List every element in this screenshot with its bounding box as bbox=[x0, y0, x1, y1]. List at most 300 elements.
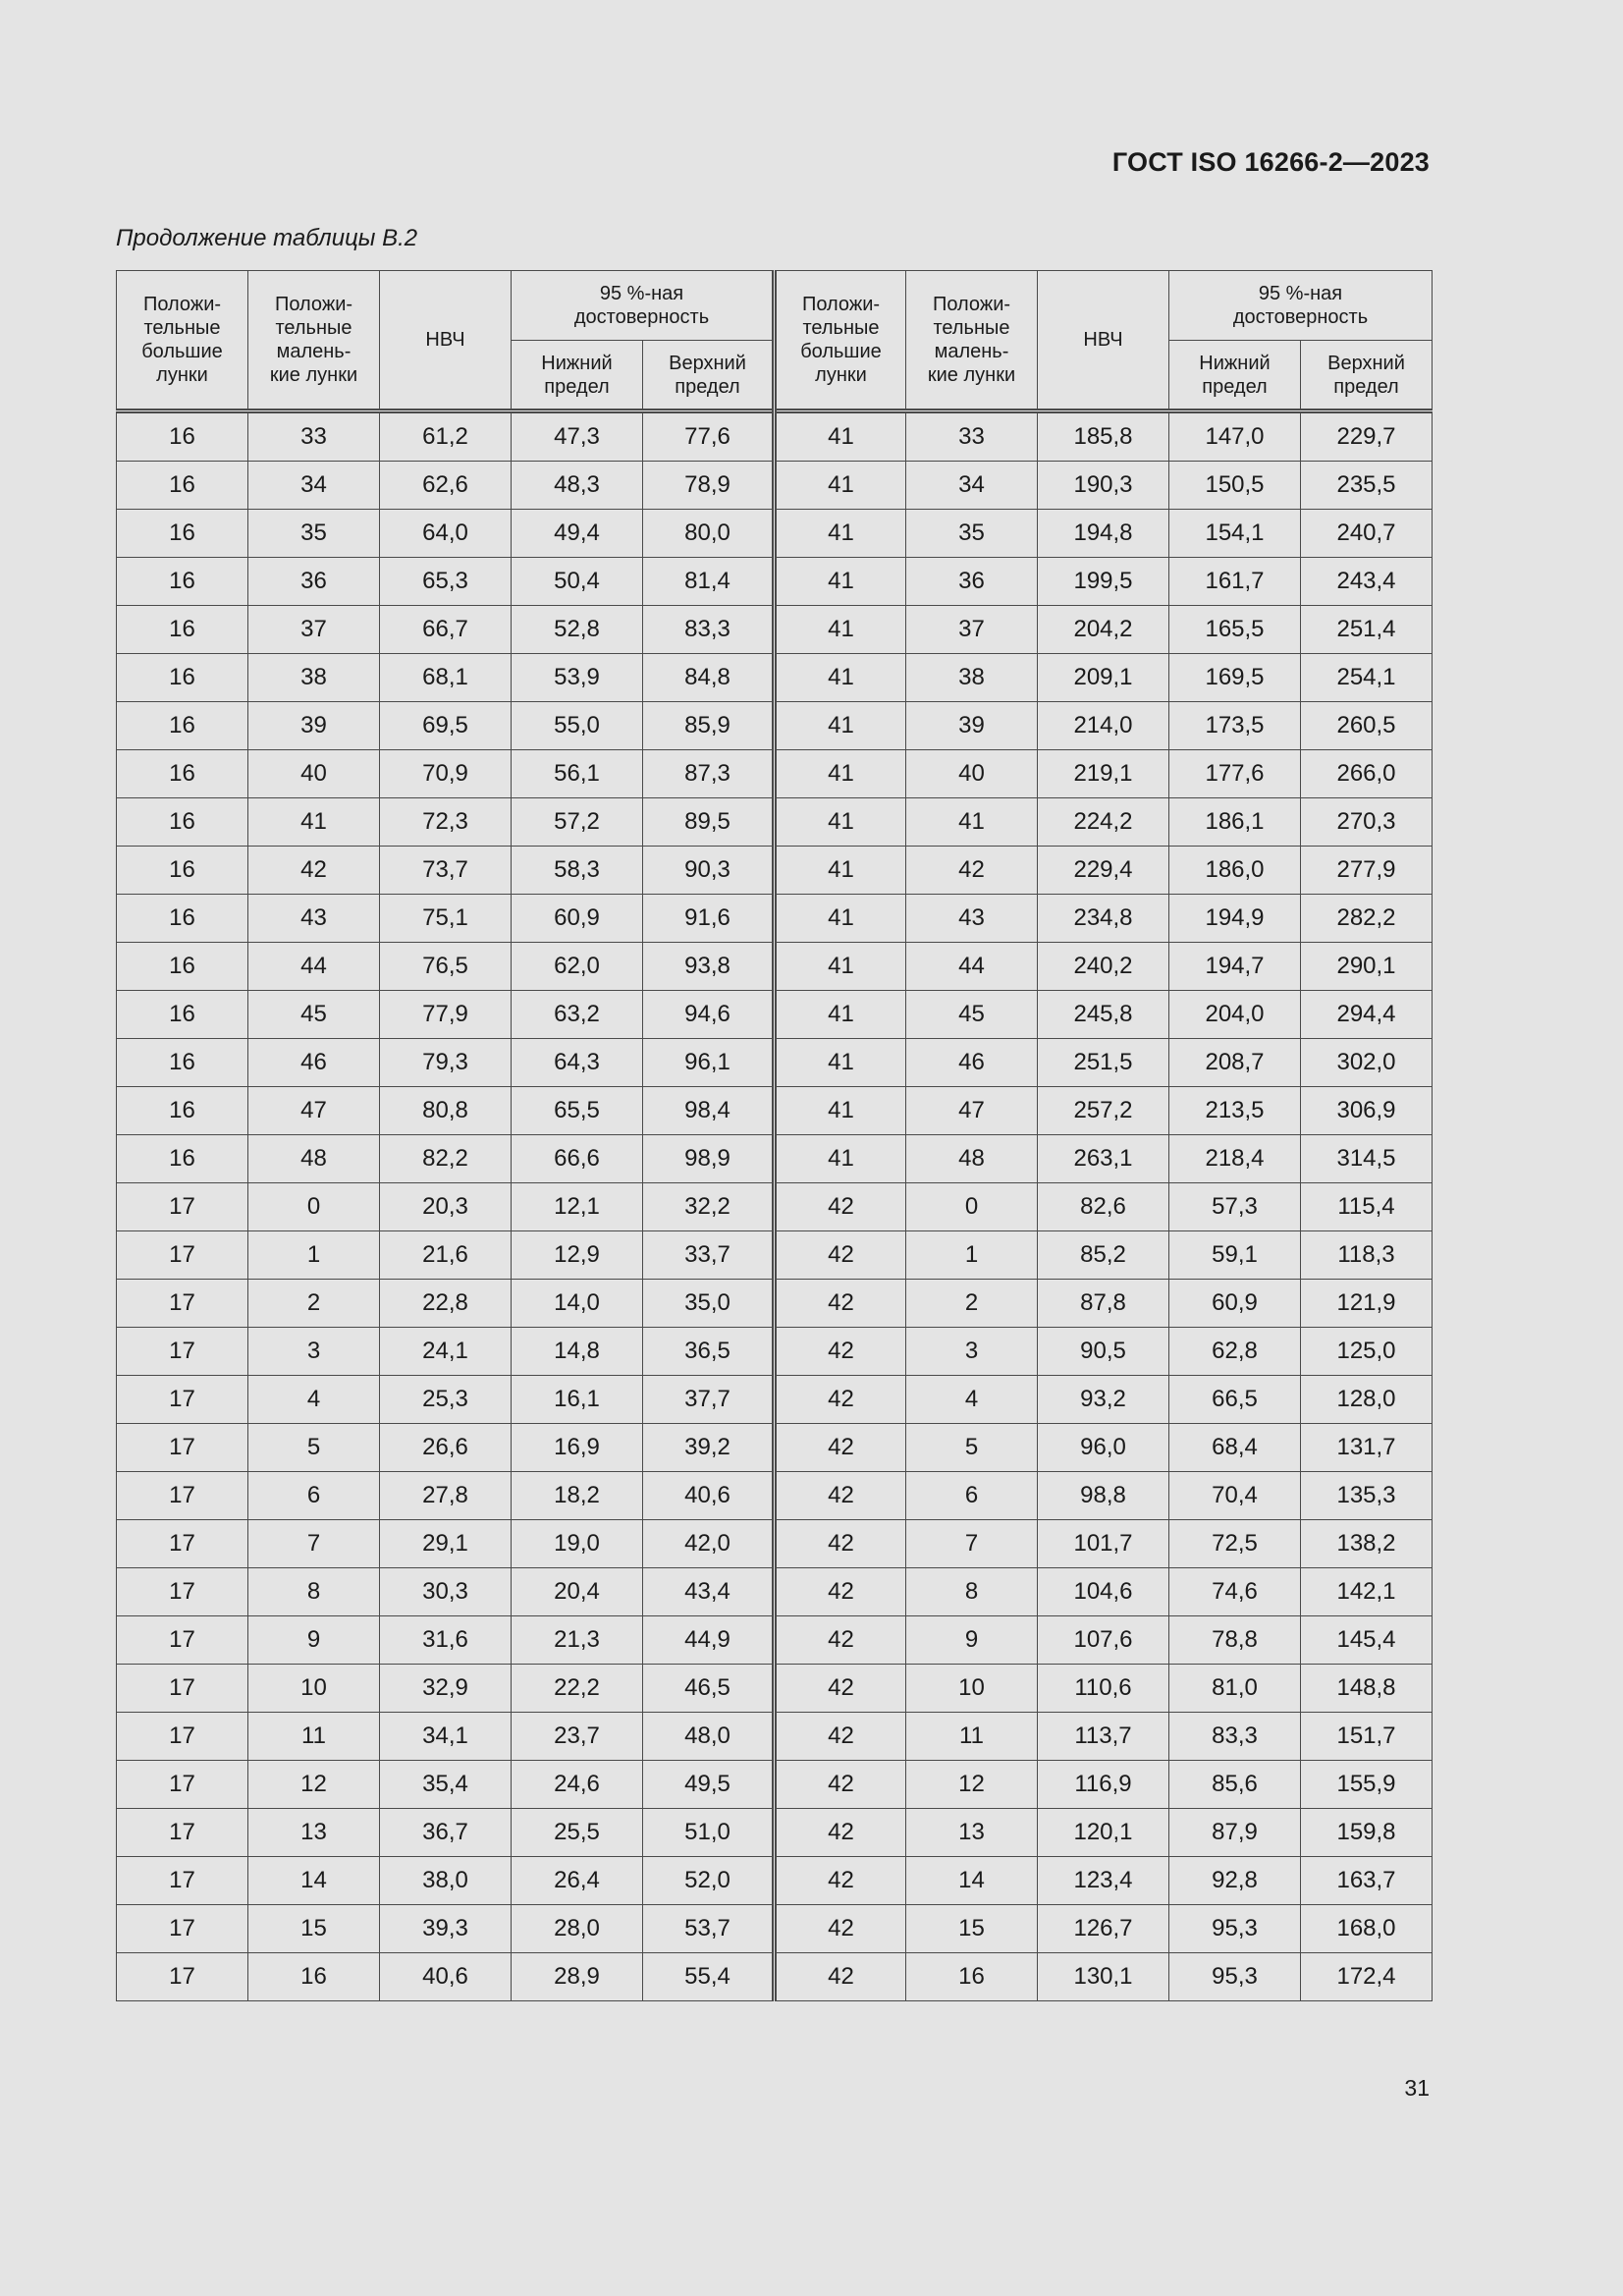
table-cell: 33,7 bbox=[643, 1231, 775, 1280]
table-cell: 81,4 bbox=[643, 558, 775, 606]
table-cell: 154,1 bbox=[1169, 510, 1301, 558]
table-cell: 16 bbox=[117, 1039, 248, 1087]
table-cell: 62,8 bbox=[1169, 1328, 1301, 1376]
table-cell: 16 bbox=[117, 411, 248, 462]
table-row bbox=[117, 798, 1433, 847]
col-header-positive-large: Положи- тельные большие лунки bbox=[141, 294, 223, 386]
table-cell: 15 bbox=[248, 1905, 380, 1953]
table-cell: 42 bbox=[775, 1809, 906, 1857]
table-cell: 8 bbox=[906, 1568, 1038, 1616]
table-cell: 14,8 bbox=[512, 1328, 643, 1376]
table-cell: 37 bbox=[906, 606, 1038, 654]
table-cell: 204,0 bbox=[1169, 991, 1301, 1039]
table-cell: 72,3 bbox=[380, 798, 512, 847]
table-cell: 240,2 bbox=[1038, 943, 1169, 991]
table-cell: 78,8 bbox=[1169, 1616, 1301, 1665]
table-cell: 123,4 bbox=[1038, 1857, 1169, 1905]
table-cell: 41 bbox=[775, 895, 906, 943]
table-cell: 17 bbox=[117, 1905, 248, 1953]
table-cell: 16 bbox=[117, 750, 248, 798]
table-cell: 13 bbox=[248, 1809, 380, 1857]
table-cell: 28,0 bbox=[512, 1905, 643, 1953]
table-row bbox=[117, 1039, 1433, 1087]
table-cell: 72,5 bbox=[1169, 1520, 1301, 1568]
table-cell: 40,6 bbox=[380, 1953, 512, 2001]
table-cell: 16 bbox=[117, 1087, 248, 1135]
table-cell: 41 bbox=[906, 798, 1038, 847]
table-cell: 16 bbox=[117, 702, 248, 750]
col-header-positive-large: Положи- тельные большие лунки bbox=[800, 294, 882, 386]
table-cell: 121,9 bbox=[1301, 1280, 1433, 1328]
table-cell: 64,3 bbox=[512, 1039, 643, 1087]
table-cell: 3 bbox=[906, 1328, 1038, 1376]
table-cell: 95,3 bbox=[1169, 1905, 1301, 1953]
table-row bbox=[117, 411, 1433, 462]
table-cell: 77,6 bbox=[643, 411, 775, 462]
table-row bbox=[117, 847, 1433, 895]
table-cell: 42 bbox=[775, 1761, 906, 1809]
table-cell: 16 bbox=[117, 606, 248, 654]
table-cell: 155,9 bbox=[1301, 1761, 1433, 1809]
table-cell: 41 bbox=[775, 606, 906, 654]
table-cell: 87,3 bbox=[643, 750, 775, 798]
table-row bbox=[117, 750, 1433, 798]
table-cell: 93,2 bbox=[1038, 1376, 1169, 1424]
table-cell: 38 bbox=[906, 654, 1038, 702]
table-cell: 39,2 bbox=[643, 1424, 775, 1472]
table-cell: 42 bbox=[775, 1568, 906, 1616]
col-header-lower: Нижний предел bbox=[1199, 352, 1271, 398]
table-cell: 57,2 bbox=[512, 798, 643, 847]
table-cell: 98,9 bbox=[643, 1135, 775, 1183]
table-cell: 40,6 bbox=[643, 1472, 775, 1520]
table-cell: 18,2 bbox=[512, 1472, 643, 1520]
table-cell: 53,9 bbox=[512, 654, 643, 702]
table-caption: Продолжение таблицы В.2 bbox=[116, 225, 418, 251]
table-cell: 48 bbox=[906, 1135, 1038, 1183]
table-cell: 213,5 bbox=[1169, 1087, 1301, 1135]
table-cell: 98,4 bbox=[643, 1087, 775, 1135]
table-cell: 17 bbox=[117, 1713, 248, 1761]
table-row bbox=[117, 654, 1433, 702]
table-cell: 20,4 bbox=[512, 1568, 643, 1616]
table-cell: 151,7 bbox=[1301, 1713, 1433, 1761]
table-cell: 42 bbox=[775, 1183, 906, 1231]
table-row bbox=[117, 1472, 1433, 1520]
table-row bbox=[117, 1135, 1433, 1183]
table-cell: 68,1 bbox=[380, 654, 512, 702]
table-cell: 17 bbox=[117, 1616, 248, 1665]
table-cell: 42 bbox=[775, 1280, 906, 1328]
table-row bbox=[117, 1520, 1433, 1568]
table-cell: 13 bbox=[906, 1809, 1038, 1857]
table-cell: 5 bbox=[906, 1424, 1038, 1472]
table-cell: 22,2 bbox=[512, 1665, 643, 1713]
table-cell: 16 bbox=[117, 558, 248, 606]
table-cell: 16 bbox=[117, 943, 248, 991]
table-cell: 302,0 bbox=[1301, 1039, 1433, 1087]
col-header-confidence: 95 %-ная достоверность bbox=[1232, 283, 1369, 328]
document-code: ГОСТ ISO 16266-2—2023 bbox=[1111, 147, 1430, 177]
table-cell: 12 bbox=[906, 1761, 1038, 1809]
table-cell: 41 bbox=[775, 750, 906, 798]
table-row bbox=[117, 1857, 1433, 1905]
table-cell: 17 bbox=[117, 1328, 248, 1376]
table-cell: 75,1 bbox=[380, 895, 512, 943]
col-header-upper: Верхний предел bbox=[1327, 352, 1405, 398]
table-cell: 16 bbox=[117, 1135, 248, 1183]
table-cell: 4 bbox=[906, 1376, 1038, 1424]
table-cell: 110,6 bbox=[1038, 1665, 1169, 1713]
table-cell: 161,7 bbox=[1169, 558, 1301, 606]
table-cell: 34,1 bbox=[380, 1713, 512, 1761]
table-cell: 11 bbox=[248, 1713, 380, 1761]
table-cell: 14 bbox=[906, 1857, 1038, 1905]
table-row bbox=[117, 1424, 1433, 1472]
table-cell: 254,1 bbox=[1301, 654, 1433, 702]
table-cell: 52,0 bbox=[643, 1857, 775, 1905]
table-cell: 27,8 bbox=[380, 1472, 512, 1520]
table-cell: 84,8 bbox=[643, 654, 775, 702]
table-cell: 45 bbox=[906, 991, 1038, 1039]
table-cell: 138,2 bbox=[1301, 1520, 1433, 1568]
table-cell: 314,5 bbox=[1301, 1135, 1433, 1183]
table-cell: 62,6 bbox=[380, 462, 512, 510]
col-header-mpn: НВЧ bbox=[1083, 329, 1123, 351]
col-header-positive-small: Положи- тельные малень- кие лунки bbox=[269, 294, 358, 386]
table-cell: 32,9 bbox=[380, 1665, 512, 1713]
table-cell: 85,6 bbox=[1169, 1761, 1301, 1809]
table-cell: 37,7 bbox=[643, 1376, 775, 1424]
table-cell: 306,9 bbox=[1301, 1087, 1433, 1135]
table-cell: 16 bbox=[117, 510, 248, 558]
table-cell: 186,1 bbox=[1169, 798, 1301, 847]
table-cell: 47 bbox=[906, 1087, 1038, 1135]
table-cell: 46 bbox=[906, 1039, 1038, 1087]
table-cell: 145,4 bbox=[1301, 1616, 1433, 1665]
table-cell: 34 bbox=[248, 462, 380, 510]
table-cell: 47 bbox=[248, 1087, 380, 1135]
table-cell: 39 bbox=[248, 702, 380, 750]
table-cell: 69,5 bbox=[380, 702, 512, 750]
table-cell: 42 bbox=[775, 1231, 906, 1280]
table-cell: 218,4 bbox=[1169, 1135, 1301, 1183]
table-cell: 41 bbox=[775, 1087, 906, 1135]
table-cell: 48,3 bbox=[512, 462, 643, 510]
table-cell: 65,3 bbox=[380, 558, 512, 606]
table-cell: 31,6 bbox=[380, 1616, 512, 1665]
table-cell: 89,5 bbox=[643, 798, 775, 847]
table-row bbox=[117, 462, 1433, 510]
table-cell: 55,0 bbox=[512, 702, 643, 750]
table-cell: 39 bbox=[906, 702, 1038, 750]
table-cell: 0 bbox=[248, 1183, 380, 1231]
table-row bbox=[117, 1616, 1433, 1665]
table-cell: 16 bbox=[117, 991, 248, 1039]
table-cell: 42 bbox=[775, 1520, 906, 1568]
table-cell: 63,2 bbox=[512, 991, 643, 1039]
table-cell: 42 bbox=[906, 847, 1038, 895]
table-cell: 41 bbox=[775, 654, 906, 702]
table-cell: 52,8 bbox=[512, 606, 643, 654]
table-cell: 66,6 bbox=[512, 1135, 643, 1183]
table-row bbox=[117, 1761, 1433, 1809]
table-cell: 38,0 bbox=[380, 1857, 512, 1905]
table-cell: 6 bbox=[248, 1472, 380, 1520]
table-cell: 58,3 bbox=[512, 847, 643, 895]
table-cell: 87,8 bbox=[1038, 1280, 1169, 1328]
table-cell: 185,8 bbox=[1038, 411, 1169, 462]
table-cell: 42 bbox=[775, 1472, 906, 1520]
table-body bbox=[117, 411, 1433, 2001]
table-cell: 214,0 bbox=[1038, 702, 1169, 750]
table-cell: 9 bbox=[248, 1616, 380, 1665]
table-cell: 17 bbox=[117, 1857, 248, 1905]
table-cell: 16 bbox=[117, 654, 248, 702]
table-cell: 16 bbox=[117, 462, 248, 510]
table-cell: 47,3 bbox=[512, 411, 643, 462]
table-cell: 243,4 bbox=[1301, 558, 1433, 606]
table-cell: 60,9 bbox=[1169, 1280, 1301, 1328]
table-cell: 186,0 bbox=[1169, 847, 1301, 895]
table-cell: 107,6 bbox=[1038, 1616, 1169, 1665]
table-cell: 163,7 bbox=[1301, 1857, 1433, 1905]
table-cell: 41 bbox=[775, 847, 906, 895]
table-cell: 41 bbox=[775, 943, 906, 991]
table-cell: 169,5 bbox=[1169, 654, 1301, 702]
table-cell: 29,1 bbox=[380, 1520, 512, 1568]
table-cell: 70,9 bbox=[380, 750, 512, 798]
col-header-mpn: НВЧ bbox=[425, 329, 465, 351]
table-cell: 42 bbox=[775, 1905, 906, 1953]
table-cell: 270,3 bbox=[1301, 798, 1433, 847]
table-cell: 25,3 bbox=[380, 1376, 512, 1424]
table-cell: 80,8 bbox=[380, 1087, 512, 1135]
mpn-table bbox=[116, 270, 1433, 2001]
table-row bbox=[117, 1280, 1433, 1328]
table-cell: 177,6 bbox=[1169, 750, 1301, 798]
table-cell: 33 bbox=[906, 411, 1038, 462]
table-cell: 12 bbox=[248, 1761, 380, 1809]
table-cell: 22,8 bbox=[380, 1280, 512, 1328]
table-cell: 64,0 bbox=[380, 510, 512, 558]
table-cell: 51,0 bbox=[643, 1809, 775, 1857]
table-cell: 17 bbox=[117, 1424, 248, 1472]
table-cell: 59,1 bbox=[1169, 1231, 1301, 1280]
table-cell: 10 bbox=[248, 1665, 380, 1713]
table-cell: 16 bbox=[117, 895, 248, 943]
table-cell: 125,0 bbox=[1301, 1328, 1433, 1376]
col-header-confidence: 95 %-ная достоверность bbox=[573, 283, 710, 328]
table-cell: 26,4 bbox=[512, 1857, 643, 1905]
table-cell: 20,3 bbox=[380, 1183, 512, 1231]
table-cell: 1 bbox=[248, 1231, 380, 1280]
table-cell: 46,5 bbox=[643, 1665, 775, 1713]
table-cell: 96,1 bbox=[643, 1039, 775, 1087]
table-cell: 235,5 bbox=[1301, 462, 1433, 510]
table-cell: 83,3 bbox=[643, 606, 775, 654]
table-cell: 85,9 bbox=[643, 702, 775, 750]
table-row bbox=[117, 510, 1433, 558]
table-cell: 277,9 bbox=[1301, 847, 1433, 895]
table-cell: 45 bbox=[248, 991, 380, 1039]
table-cell: 17 bbox=[117, 1520, 248, 1568]
table-cell: 12,9 bbox=[512, 1231, 643, 1280]
table-cell: 135,3 bbox=[1301, 1472, 1433, 1520]
table-cell: 21,3 bbox=[512, 1616, 643, 1665]
table-cell: 194,9 bbox=[1169, 895, 1301, 943]
table-cell: 148,8 bbox=[1301, 1665, 1433, 1713]
table-cell: 173,5 bbox=[1169, 702, 1301, 750]
table-cell: 42 bbox=[775, 1665, 906, 1713]
table-cell: 208,7 bbox=[1169, 1039, 1301, 1087]
table-row bbox=[117, 1953, 1433, 2001]
table-cell: 17 bbox=[117, 1568, 248, 1616]
table-cell: 81,0 bbox=[1169, 1665, 1301, 1713]
table-cell: 41 bbox=[775, 991, 906, 1039]
table-cell: 35 bbox=[248, 510, 380, 558]
table-cell: 85,2 bbox=[1038, 1231, 1169, 1280]
table-cell: 41 bbox=[775, 462, 906, 510]
table-cell: 17 bbox=[117, 1472, 248, 1520]
table-cell: 79,3 bbox=[380, 1039, 512, 1087]
table-cell: 48,0 bbox=[643, 1713, 775, 1761]
table-cell: 131,7 bbox=[1301, 1424, 1433, 1472]
table-cell: 229,7 bbox=[1301, 411, 1433, 462]
table-cell: 36 bbox=[906, 558, 1038, 606]
table-cell: 60,9 bbox=[512, 895, 643, 943]
table-cell: 159,8 bbox=[1301, 1809, 1433, 1857]
table-cell: 251,4 bbox=[1301, 606, 1433, 654]
table-row bbox=[117, 1713, 1433, 1761]
table-cell: 17 bbox=[117, 1231, 248, 1280]
table-cell: 42 bbox=[775, 1424, 906, 1472]
table-cell: 16 bbox=[248, 1953, 380, 2001]
col-header-lower: Нижний предел bbox=[541, 352, 613, 398]
table-cell: 36 bbox=[248, 558, 380, 606]
table-cell: 2 bbox=[906, 1280, 1038, 1328]
table-row bbox=[117, 1328, 1433, 1376]
table-cell: 24,6 bbox=[512, 1761, 643, 1809]
table-row bbox=[117, 1376, 1433, 1424]
table-cell: 34 bbox=[906, 462, 1038, 510]
col-header-positive-small: Положи- тельные малень- кие лунки bbox=[927, 294, 1016, 386]
table-cell: 42 bbox=[775, 1713, 906, 1761]
table-cell: 43,4 bbox=[643, 1568, 775, 1616]
table-cell: 55,4 bbox=[643, 1953, 775, 2001]
table-cell: 16 bbox=[906, 1953, 1038, 2001]
table-cell: 165,5 bbox=[1169, 606, 1301, 654]
table-cell: 4 bbox=[248, 1376, 380, 1424]
table-cell: 44,9 bbox=[643, 1616, 775, 1665]
table-cell: 5 bbox=[248, 1424, 380, 1472]
table-cell: 17 bbox=[117, 1761, 248, 1809]
table-cell: 0 bbox=[906, 1183, 1038, 1231]
table-row bbox=[117, 1183, 1433, 1231]
table-row bbox=[117, 1231, 1433, 1280]
table-cell: 32,2 bbox=[643, 1183, 775, 1231]
table-cell: 56,1 bbox=[512, 750, 643, 798]
table-cell: 101,7 bbox=[1038, 1520, 1169, 1568]
table-cell: 35,4 bbox=[380, 1761, 512, 1809]
table-cell: 49,5 bbox=[643, 1761, 775, 1809]
table-cell: 42 bbox=[775, 1328, 906, 1376]
table-cell: 35 bbox=[906, 510, 1038, 558]
table-cell: 42 bbox=[775, 1616, 906, 1665]
table-cell: 190,3 bbox=[1038, 462, 1169, 510]
table-cell: 44 bbox=[248, 943, 380, 991]
table-row bbox=[117, 991, 1433, 1039]
table-cell: 66,7 bbox=[380, 606, 512, 654]
table-cell: 98,8 bbox=[1038, 1472, 1169, 1520]
table-cell: 168,0 bbox=[1301, 1905, 1433, 1953]
table-cell: 42 bbox=[775, 1857, 906, 1905]
table-cell: 128,0 bbox=[1301, 1376, 1433, 1424]
table-cell: 42 bbox=[775, 1953, 906, 2001]
table-cell: 76,5 bbox=[380, 943, 512, 991]
table-cell: 77,9 bbox=[380, 991, 512, 1039]
table-cell: 90,3 bbox=[643, 847, 775, 895]
table-cell: 50,4 bbox=[512, 558, 643, 606]
table-cell: 172,4 bbox=[1301, 1953, 1433, 2001]
table-cell: 17 bbox=[117, 1809, 248, 1857]
table-cell: 290,1 bbox=[1301, 943, 1433, 991]
table-cell: 38 bbox=[248, 654, 380, 702]
table-cell: 194,8 bbox=[1038, 510, 1169, 558]
table-row bbox=[117, 702, 1433, 750]
table-cell: 66,5 bbox=[1169, 1376, 1301, 1424]
table-cell: 260,5 bbox=[1301, 702, 1433, 750]
table-cell: 17 bbox=[117, 1376, 248, 1424]
table-cell: 7 bbox=[248, 1520, 380, 1568]
table-cell: 70,4 bbox=[1169, 1472, 1301, 1520]
table-cell: 12,1 bbox=[512, 1183, 643, 1231]
table-cell: 78,9 bbox=[643, 462, 775, 510]
table-cell: 94,6 bbox=[643, 991, 775, 1039]
table-cell: 6 bbox=[906, 1472, 1038, 1520]
table-cell: 229,4 bbox=[1038, 847, 1169, 895]
table-cell: 41 bbox=[775, 510, 906, 558]
table-cell: 113,7 bbox=[1038, 1713, 1169, 1761]
page-number: 31 bbox=[1404, 2075, 1430, 2101]
table-cell: 219,1 bbox=[1038, 750, 1169, 798]
table-cell: 17 bbox=[117, 1665, 248, 1713]
col-header-upper: Верхний предел bbox=[669, 352, 746, 398]
table-cell: 57,3 bbox=[1169, 1183, 1301, 1231]
table-cell: 150,5 bbox=[1169, 462, 1301, 510]
table-cell: 251,5 bbox=[1038, 1039, 1169, 1087]
table-cell: 25,5 bbox=[512, 1809, 643, 1857]
table-cell: 83,3 bbox=[1169, 1713, 1301, 1761]
table-cell: 82,2 bbox=[380, 1135, 512, 1183]
table-cell: 142,1 bbox=[1301, 1568, 1433, 1616]
table-cell: 224,2 bbox=[1038, 798, 1169, 847]
table-cell: 3 bbox=[248, 1328, 380, 1376]
table-cell: 14 bbox=[248, 1857, 380, 1905]
table-cell: 36,7 bbox=[380, 1809, 512, 1857]
table-cell: 41 bbox=[775, 558, 906, 606]
table-cell: 234,8 bbox=[1038, 895, 1169, 943]
table-cell: 17 bbox=[117, 1953, 248, 2001]
table-cell: 17 bbox=[117, 1280, 248, 1328]
table-row bbox=[117, 606, 1433, 654]
table-cell: 14,0 bbox=[512, 1280, 643, 1328]
table-cell: 115,4 bbox=[1301, 1183, 1433, 1231]
table-cell: 41 bbox=[775, 702, 906, 750]
table-cell: 126,7 bbox=[1038, 1905, 1169, 1953]
table-cell: 2 bbox=[248, 1280, 380, 1328]
table-cell: 41 bbox=[248, 798, 380, 847]
